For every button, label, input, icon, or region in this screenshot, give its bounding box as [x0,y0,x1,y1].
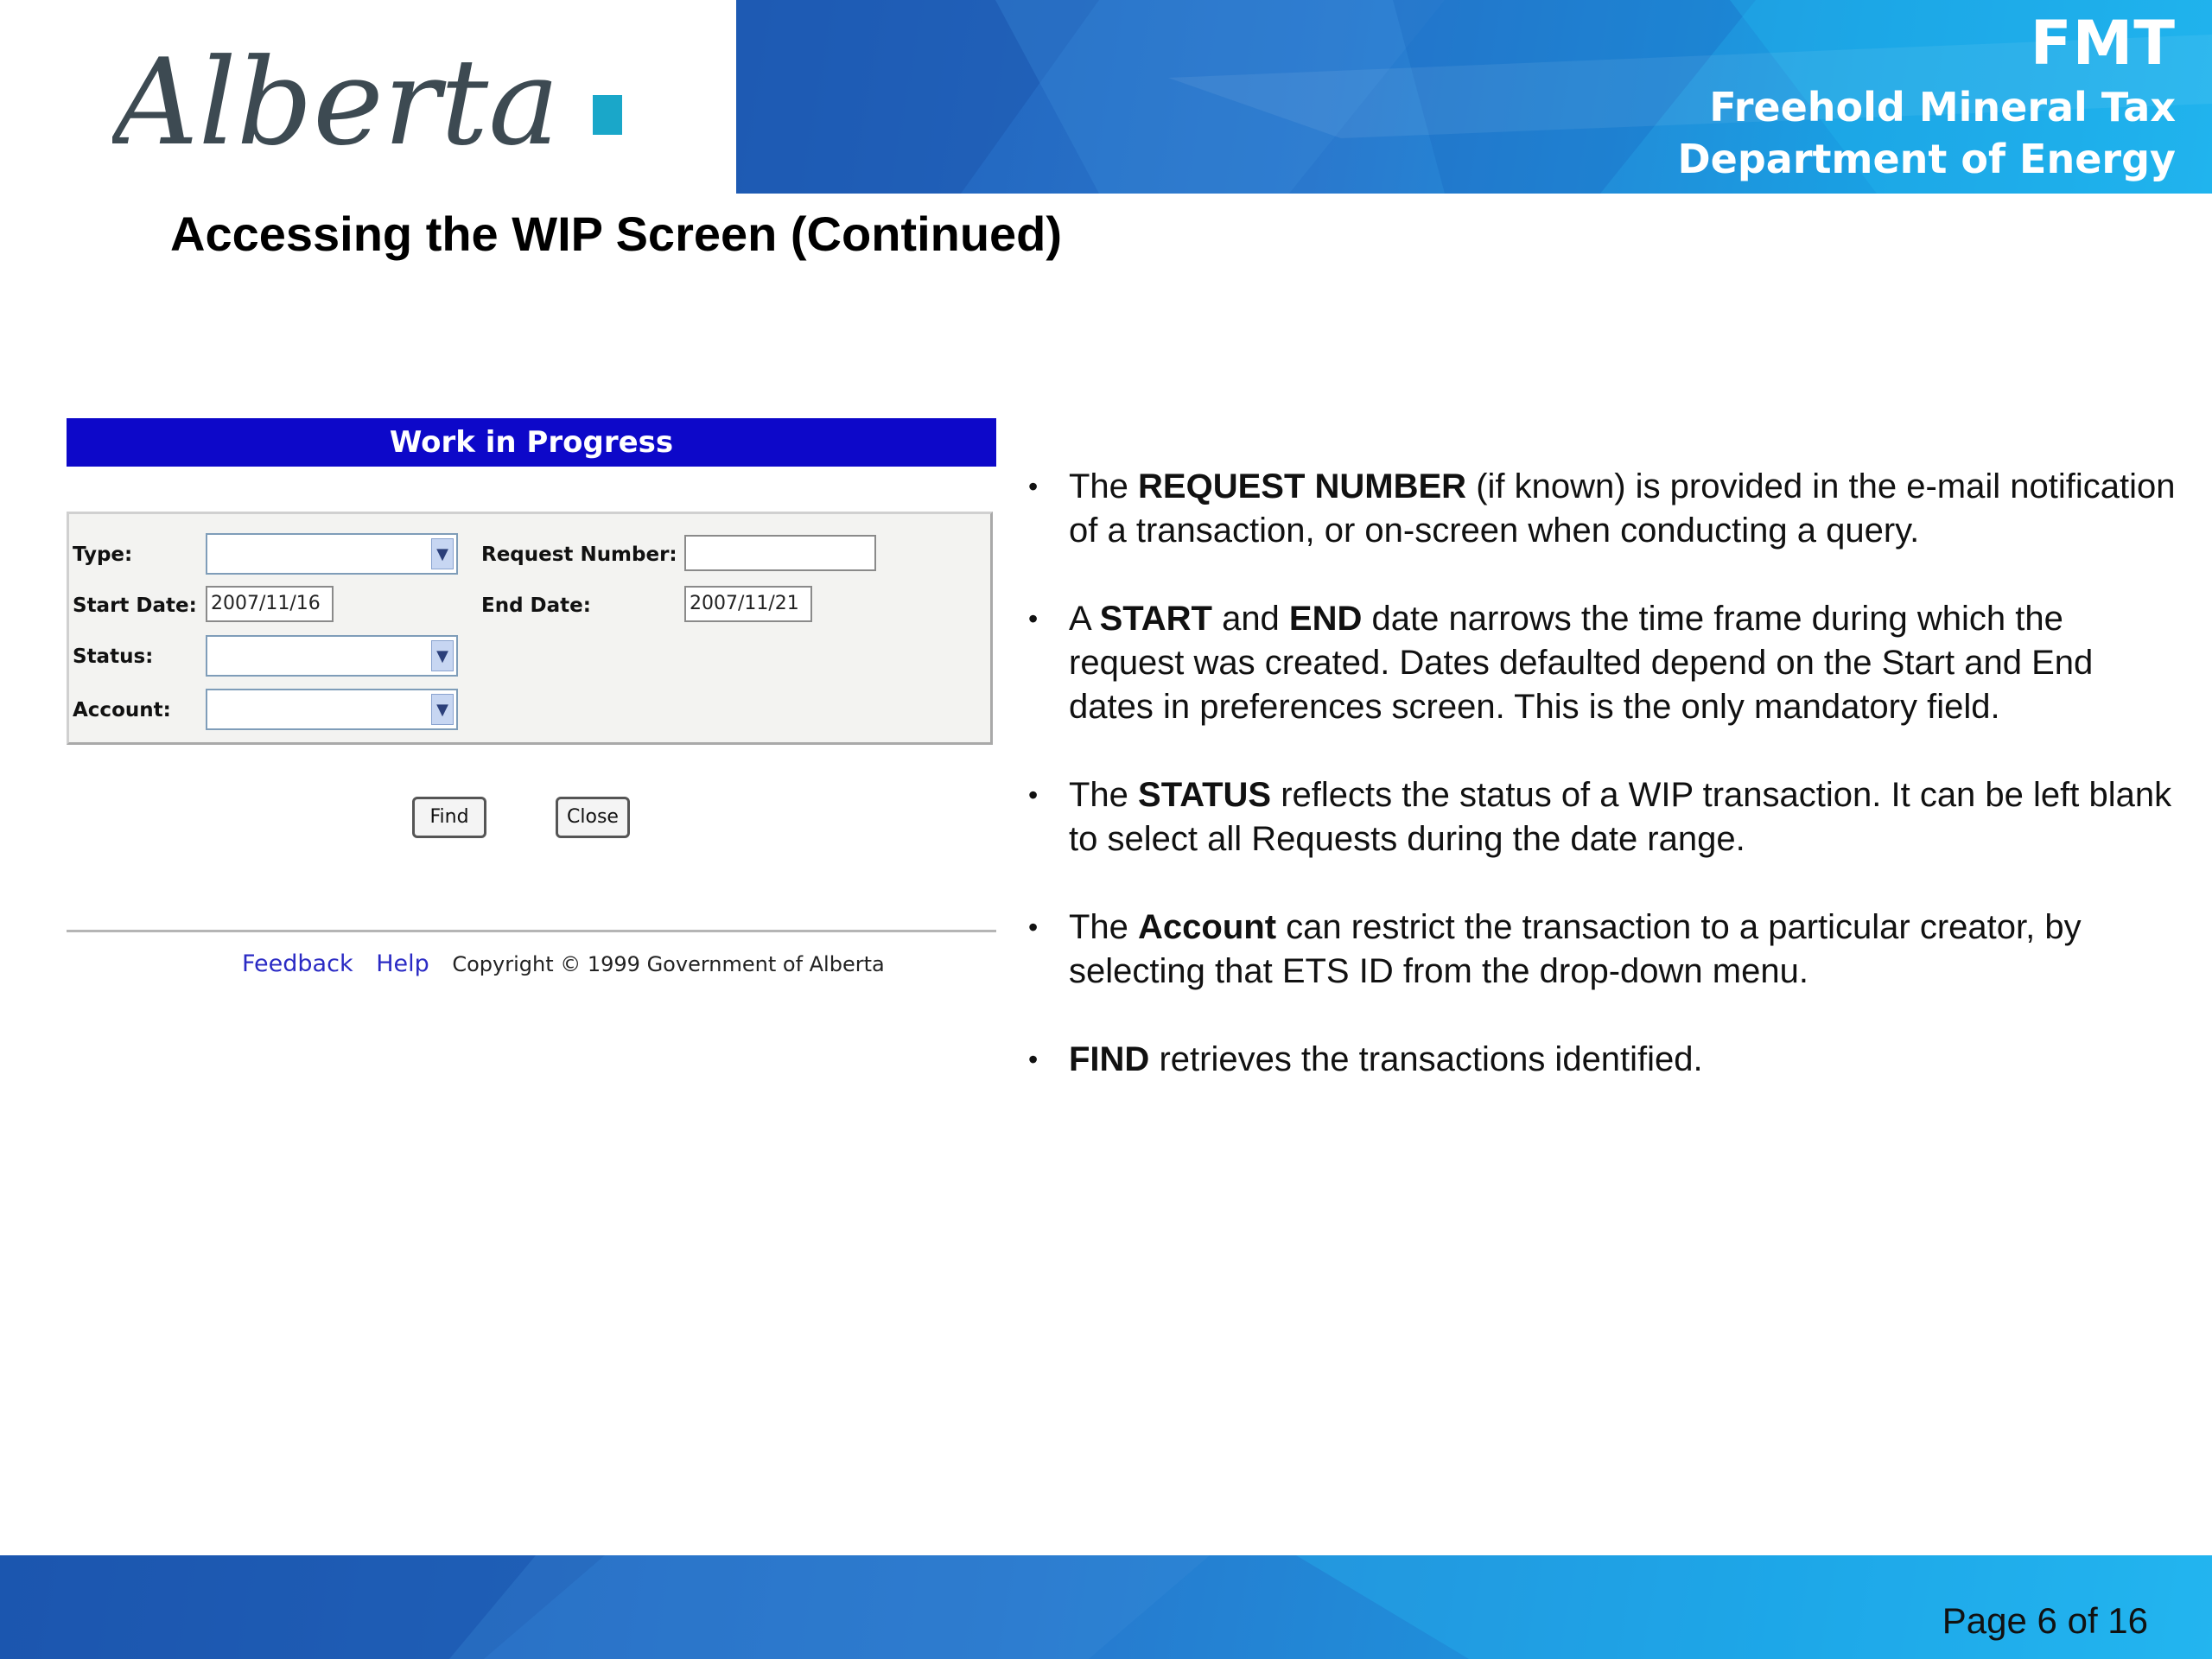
close-button[interactable]: Close [556,797,630,838]
bullet-account: • The Account can restrict the transaction to a particular creator, by selecting that ETS ID from the drop-down menu. [1027,906,2184,994]
department-name: Department of Energy [1677,136,2176,182]
bullet-start-end: • A START and END date narrows the time frame during which the request was created. Dates defaulted depend on the Start and End dates in preferences screen. This is the only mandatory field. [1027,597,2184,729]
find-button[interactable]: Find [412,797,486,838]
copyright-text: Copyright © 1999 Government of Alberta [452,952,885,976]
type-label: Type: [73,543,133,566]
wip-screenshot [67,418,996,1006]
dropdown-arrow-icon[interactable]: ▼ [431,640,454,671]
fmt-abbreviation: FMT [2030,8,2176,79]
account-select[interactable] [206,689,458,730]
bullet-status: • The STATUS reflects the status of a WIP transaction. It can be left blank to select all Requests during the date range. [1027,773,2184,861]
program-name: Freehold Mineral Tax [1709,84,2176,130]
header-banner [736,0,2212,194]
bullet-request-number: • The REQUEST NUMBER (if known) is provided in the e-mail notification of a transaction, or on-screen when conducting a query. [1027,465,2184,553]
alberta-logo-text: Alberta [112,33,560,171]
dropdown-arrow-icon[interactable]: ▼ [431,538,454,569]
wip-divider [67,930,996,932]
start-date-label: Start Date: [73,594,197,617]
request-number-label: Request Number: [481,543,677,566]
status-label: Status: [73,645,154,668]
dropdown-arrow-icon[interactable]: ▼ [431,694,454,725]
footer-band [0,1555,2212,1659]
status-select[interactable] [206,635,458,677]
wip-footer [242,950,885,977]
logo-area [0,0,736,194]
bullet-find: • FIND retrieves the transactions identified. [1027,1038,2184,1082]
request-number-input[interactable] [684,535,876,571]
footer-facets [0,1555,2212,1659]
slide-header [0,0,2212,194]
type-select[interactable] [206,533,458,575]
wip-search-panel [67,512,993,745]
account-label: Account: [73,699,171,721]
start-date-input[interactable]: 2007/11/16 [206,586,334,622]
end-date-input[interactable]: 2007/11/21 [684,586,812,622]
banner-text [1677,5,2176,185]
logo-square-icon [593,95,622,135]
end-date-label: End Date: [481,594,591,617]
alberta-logo [112,24,648,171]
help-link[interactable]: Help [376,950,429,977]
page-number: Page 6 of 16 [1942,1600,2148,1641]
wip-title-bar: Work in Progress [67,418,996,467]
feedback-link[interactable]: Feedback [242,950,353,977]
slide-title: Accessing the WIP Screen (Continued) [170,207,1063,261]
bullet-list [1027,465,2184,1126]
